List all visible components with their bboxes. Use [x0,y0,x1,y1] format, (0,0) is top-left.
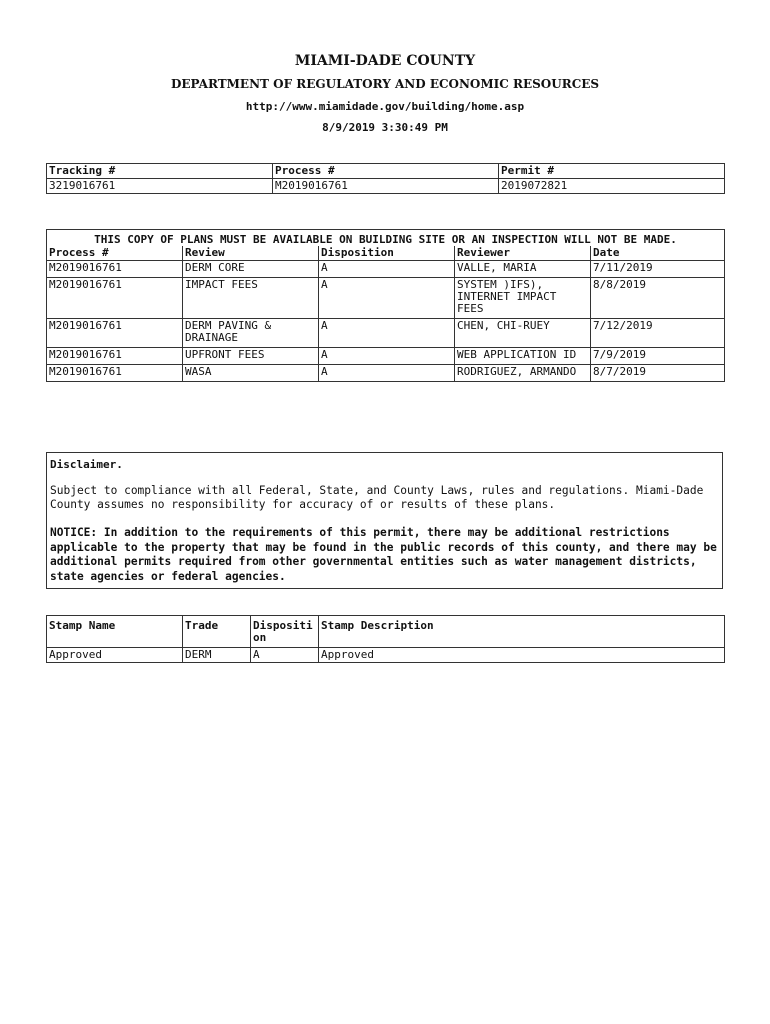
table-cell: SYSTEM )IFS), INTERNET IMPACT FEES [455,278,591,319]
column-header: Process # [47,246,183,261]
column-header: Date [591,246,725,261]
tracking-number: 3219016761 [47,179,273,194]
table-cell: VALLE, MARIA [455,261,591,278]
reviews-table [46,229,725,382]
table-row [47,179,725,194]
table-cell: 7/12/2019 [591,319,725,348]
table-cell: A [319,365,455,382]
tracking-header: Tracking # [47,164,273,179]
table-row [47,648,725,663]
stamp-table [46,615,725,663]
table-row [47,261,725,278]
table-cell: A [319,348,455,365]
document-header [0,53,770,134]
table-cell: DERM PAVING & DRAINAGE [183,319,319,348]
column-header: Disposition [251,616,319,648]
process-number: M2019016761 [273,179,499,194]
column-header: Reviewer [455,246,591,261]
table-cell: M2019016761 [47,319,183,348]
table-cell: Approved [47,648,183,663]
print-datetime: 8/9/2019 3:30:49 PM [322,121,448,134]
table-cell: 7/11/2019 [591,261,725,278]
table-cell: 8/7/2019 [591,365,725,382]
table-header-row [47,164,725,179]
table-row [47,319,725,348]
table-cell: WEB APPLICATION ID [455,348,591,365]
permit-header: Permit # [499,164,725,179]
column-header: Stamp Description [319,616,725,648]
column-header: Trade [183,616,251,648]
table-cell: DERM CORE [183,261,319,278]
disclaimer-title: Disclaimer. [50,458,123,471]
table-cell: M2019016761 [47,261,183,278]
table-cell: 8/8/2019 [591,278,725,319]
table-cell: A [319,261,455,278]
table-cell: RODRIGUEZ, ARMANDO [455,365,591,382]
table-cell: UPFRONT FEES [183,348,319,365]
table-header-row [47,616,725,648]
column-header: Review [183,246,319,261]
tracking-table [46,163,725,194]
disclaimer-notice: NOTICE: In addition to the requirements of this permit, there may be additional restrictions applicable to the property that may be found in the public records of this county, and there may be additional permits required from other governmental entities such as water management districts, state agencies or federal agencies. [50,526,717,583]
disclaimer-box [46,452,723,589]
department-name: DEPARTMENT OF REGULATORY AND ECONOMIC RESOURCES [170,77,600,91]
table-cell: M2019016761 [47,348,183,365]
table-cell: A [319,278,455,319]
table-cell: Approved [319,648,725,663]
table-row [47,365,725,382]
column-header: Stamp Name [47,616,183,648]
inspection-notice-banner: THIS COPY OF PLANS MUST BE AVAILABLE ON BUILDING SITE OR AN INSPECTION WILL NOT BE MADE. [47,230,725,247]
permit-number: 2019072821 [499,179,725,194]
county-title: MIAMI-DADE COUNTY [294,53,476,69]
table-row [47,348,725,365]
table-cell: WASA [183,365,319,382]
table-row [47,278,725,319]
table-cell: A [251,648,319,663]
disclaimer-text: Subject to compliance with all Federal, State, and County Laws, rules and regulations. Miami-Dade County assumes no responsibility for accuracy of or results of these plans. [50,484,704,511]
table-cell: IMPACT FEES [183,278,319,319]
table-cell: DERM [183,648,251,663]
table-cell: M2019016761 [47,365,183,382]
table-cell: A [319,319,455,348]
table-header-row [47,246,725,261]
website-url: http://www.miamidade.gov/building/home.asp [245,100,525,113]
process-header: Process # [273,164,499,179]
column-header: Disposition [319,246,455,261]
table-cell: M2019016761 [47,278,183,319]
table-cell: 7/9/2019 [591,348,725,365]
table-cell: CHEN, CHI-RUEY [455,319,591,348]
